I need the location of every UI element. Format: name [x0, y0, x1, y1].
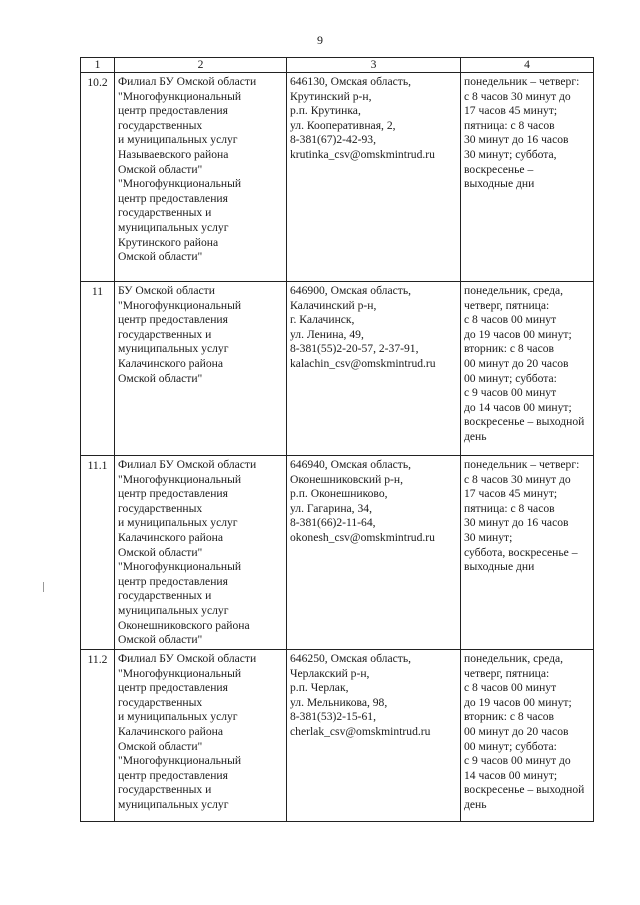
cell-line: государственных и: [118, 589, 212, 603]
cell-line: до 14 часов 00 минут;: [464, 400, 572, 414]
cell-line: okonesh_csv@omskmintrud.ru: [290, 530, 435, 544]
cell-line: Филиал БУ Омской области: [118, 75, 257, 88]
institution-name-cell: [115, 73, 287, 282]
cell-line: 00 минут до 20 часов: [464, 356, 569, 370]
row-number: 10.2: [81, 73, 115, 282]
cell-line: центр предоставления: [118, 313, 228, 327]
cell-line: 30 минут до 16 часов: [464, 516, 569, 530]
cell-line: Омской области": [118, 739, 203, 753]
cell-line: государственных: [118, 695, 203, 709]
cell-line: воскресенье –: [464, 162, 534, 176]
cell-line: krutinka_csv@omskmintrud.ru: [290, 147, 435, 161]
table-row: [81, 282, 594, 456]
cell-line: центр предоставления: [118, 574, 228, 588]
table-body: [81, 73, 594, 822]
address-cell: [287, 456, 461, 650]
cell-line: центр предоставления: [118, 681, 228, 695]
cell-line: с 9 часов 00 минут до: [464, 754, 571, 768]
cell-line: воскресенье – выходной: [464, 415, 585, 429]
cell-line: 8-381(53)2-15-61,: [290, 710, 376, 724]
cell-line: "Многофункциональный: [118, 177, 242, 191]
column-header-4: 4: [461, 58, 594, 73]
institutions-table: [80, 57, 594, 822]
table-row: [81, 73, 594, 282]
cell-line: центр предоставления: [118, 104, 228, 118]
cell-line: 00 минут; суббота:: [464, 371, 557, 385]
working-hours-cell: [461, 73, 594, 282]
column-header-2: 2: [115, 58, 287, 73]
cell-line: Оконешниковский р-н,: [290, 472, 403, 486]
cell-line: Оконешниковского района: [118, 618, 250, 632]
cell-line: и муниципальных услуг: [118, 516, 238, 530]
cell-line: муниципальных услуг: [118, 220, 229, 234]
cell-line: Калачинского района: [118, 530, 223, 544]
cell-line: ул. Гагарина, 34,: [290, 501, 372, 515]
cell-line: р.п. Крутинка,: [290, 104, 361, 118]
cell-line: Называевского района: [118, 147, 229, 161]
cell-line: четверг, пятница:: [464, 298, 550, 312]
page-number: 9: [317, 33, 323, 47]
cell-line: муниципальных услуг: [118, 603, 229, 617]
cell-line: воскресенье – выходной: [464, 783, 585, 797]
cell-line: пятница: с 8 часов: [464, 118, 555, 132]
cell-line: 8-381(55)2-20-57, 2-37-91,: [290, 342, 419, 356]
table-header: [81, 58, 594, 73]
cell-line: муниципальных услуг: [118, 342, 229, 356]
cell-line: с 8 часов 00 минут: [464, 681, 557, 695]
row-number: 11.1: [81, 456, 115, 650]
cell-line: центр предоставления: [118, 487, 228, 501]
cell-line: Крутинский р-н,: [290, 89, 372, 103]
column-header-3: 3: [287, 58, 461, 73]
institution-name-cell: [115, 456, 287, 650]
cell-line: "Многофункциональный: [118, 298, 242, 312]
table-row: [81, 650, 594, 822]
cell-line: Омской области": [118, 545, 203, 559]
working-hours-cell: [461, 456, 594, 650]
cell-line: и муниципальных услуг: [118, 710, 238, 724]
cell-line: 17 часов 45 минут;: [464, 487, 558, 501]
cell-line: "Многофункциональный: [118, 89, 242, 103]
cell-line: 17 часов 45 минут;: [464, 104, 558, 118]
cell-line: ул. Ленина, 49,: [290, 327, 364, 341]
cell-line: 8-381(67)2-42-93,: [290, 133, 376, 147]
cell-line: р.п. Оконешниково,: [290, 487, 388, 501]
cell-line: Черлакский р-н,: [290, 666, 370, 680]
cell-line: cherlak_csv@omskmintrud.ru: [290, 724, 431, 738]
cell-line: государственных: [118, 118, 203, 132]
cell-line: 646130, Омская область,: [290, 75, 412, 88]
cell-line: Калачинского района: [118, 356, 223, 370]
cell-line: 30 минут;: [464, 530, 513, 544]
cell-line: вторник: с 8 часов: [464, 710, 554, 724]
cell-line: четверг, пятница:: [464, 666, 550, 680]
cell-line: пятница: с 8 часов: [464, 501, 555, 515]
working-hours-cell: [461, 650, 594, 822]
cell-line: Крутинского района: [118, 235, 219, 249]
cell-line: государственных и: [118, 783, 212, 797]
cell-line: выходные дни: [464, 560, 535, 574]
address-cell: [287, 650, 461, 822]
cell-line: р.п. Черлак,: [290, 681, 349, 695]
cell-line: 30 минут; суббота,: [464, 147, 557, 161]
row-number: 11.2: [81, 650, 115, 822]
cell-line: понедельник – четверг:: [464, 458, 580, 471]
table-header-row: [81, 58, 594, 73]
cell-line: ул. Кооперативная, 2,: [290, 118, 396, 132]
cell-line: до 19 часов 00 минут;: [464, 327, 572, 341]
table-row: [81, 456, 594, 650]
cell-line: муниципальных услуг: [118, 797, 229, 811]
cell-line: Филиал БУ Омской области: [118, 652, 257, 665]
cell-line: 8-381(66)2-11-64,: [290, 516, 376, 530]
cell-line: 00 минут; суббота:: [464, 739, 557, 753]
cell-line: понедельник – четверг:: [464, 75, 580, 88]
cell-line: Калачинский р-н,: [290, 298, 377, 312]
cell-line: "Многофункциональный: [118, 472, 242, 486]
cell-line: с 8 часов 30 минут до: [464, 89, 571, 103]
cell-line: день: [464, 797, 487, 811]
cell-line: БУ Омской области: [118, 284, 215, 297]
cell-line: суббота, воскресенье –: [464, 545, 578, 559]
row-number: 11: [81, 282, 115, 456]
cell-line: Омской области": [118, 633, 203, 647]
cell-line: вторник: с 8 часов: [464, 342, 554, 356]
cell-line: 30 минут до 16 часов: [464, 133, 569, 147]
cell-line: Омской области": [118, 162, 203, 176]
cell-line: ул. Мельникова, 98,: [290, 695, 388, 709]
cell-line: 646900, Омская область,: [290, 284, 412, 297]
cell-line: Калачинского района: [118, 724, 223, 738]
cell-line: г. Калачинск,: [290, 313, 355, 327]
working-hours-cell: [461, 282, 594, 456]
cell-line: Омской области": [118, 371, 203, 385]
cell-line: 646250, Омская область,: [290, 652, 412, 665]
cell-line: понедельник, среда,: [464, 284, 564, 297]
cell-line: до 19 часов 00 минут;: [464, 695, 572, 709]
cell-line: с 8 часов 00 минут: [464, 313, 557, 327]
cell-line: центр предоставления: [118, 768, 228, 782]
cell-line: государственных и: [118, 206, 212, 220]
column-header-1: 1: [81, 58, 115, 73]
address-cell: [287, 73, 461, 282]
margin-mark: [43, 582, 44, 592]
cell-line: день: [464, 429, 487, 443]
cell-line: государственных и: [118, 327, 212, 341]
cell-line: с 9 часов 00 минут: [464, 386, 557, 400]
cell-line: kalachin_csv@omskmintrud.ru: [290, 356, 436, 370]
cell-line: "Многофункциональный: [118, 754, 242, 768]
cell-line: Омской области": [118, 250, 203, 264]
cell-line: "Многофункциональный: [118, 560, 242, 574]
address-cell: [287, 282, 461, 456]
cell-line: 00 минут до 20 часов: [464, 724, 569, 738]
cell-line: и муниципальных услуг: [118, 133, 238, 147]
institution-name-cell: [115, 282, 287, 456]
cell-line: с 8 часов 30 минут до: [464, 472, 571, 486]
cell-line: 646940, Омская область,: [290, 458, 412, 471]
cell-line: 14 часов 00 минут;: [464, 768, 558, 782]
cell-line: Филиал БУ Омской области: [118, 458, 257, 471]
institution-name-cell: [115, 650, 287, 822]
cell-line: "Многофункциональный: [118, 666, 242, 680]
cell-line: выходные дни: [464, 177, 535, 191]
cell-line: центр предоставления: [118, 191, 228, 205]
cell-line: понедельник, среда,: [464, 652, 564, 665]
cell-line: государственных: [118, 501, 203, 515]
